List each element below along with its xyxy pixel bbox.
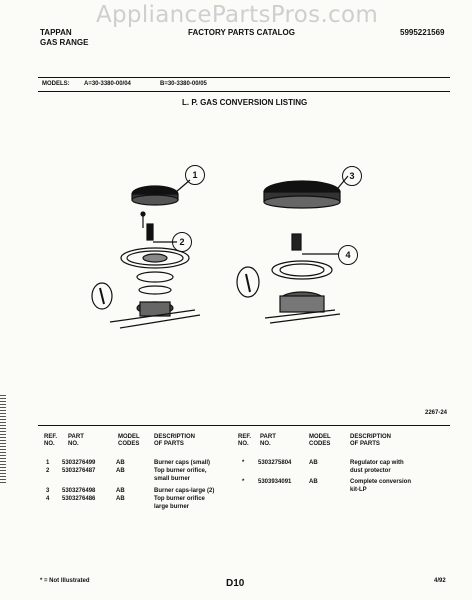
callout-2: 2	[172, 232, 192, 252]
row6-desc-line2: kit-LP	[350, 487, 367, 493]
callout-1: 1	[185, 165, 205, 185]
row3-part: 5303276498	[62, 488, 96, 494]
row3-code: AB	[116, 488, 125, 494]
row5-part: 5303275804	[258, 460, 292, 466]
hdr-desc-line2-right: OF PARTS	[350, 441, 380, 447]
row3-desc: Burner caps-large (2)	[154, 488, 215, 494]
header-rule-bottom	[38, 91, 450, 92]
row1-part: 5303276499	[62, 460, 96, 466]
footer-date: 4/92	[434, 578, 446, 584]
hdr-ref-line1: REF.	[44, 434, 58, 440]
hdr-desc-line2: OF PARTS	[154, 441, 184, 447]
catalog-number: 5995221569	[400, 28, 445, 37]
small-burner-assembly	[92, 180, 200, 328]
hdr-part-line1: PART	[68, 434, 84, 440]
row2-code: AB	[116, 468, 125, 474]
callout-4: 4	[338, 245, 358, 265]
row1-code: AB	[116, 460, 125, 466]
row4-code: AB	[116, 496, 125, 502]
row2-part: 5303276487	[62, 468, 96, 474]
row2-desc-line1: Top burner orifice,	[154, 468, 207, 474]
small-orifice-part	[147, 224, 153, 240]
row4-desc-line1: Top burner orifice	[154, 496, 205, 502]
row4-ref: 4	[46, 496, 50, 502]
row5-desc-line2: dust protector	[350, 468, 391, 474]
figure-number: 2267-24	[425, 410, 448, 416]
header-rule-top	[38, 77, 450, 78]
catalog-title: FACTORY PARTS CATALOG	[188, 28, 295, 37]
row2-ref: 2	[46, 468, 50, 474]
model-a: A=30-3380-00/04	[84, 81, 131, 87]
brand-line-1: TAPPAN	[40, 28, 72, 37]
scan-edge-artifact	[0, 395, 6, 485]
row1-ref: 1	[46, 460, 50, 466]
hdr-ref-line2-right: NO.	[238, 441, 249, 447]
row5-desc-line1: Regulator cap with	[350, 460, 404, 466]
footer-note: * = Not Illustrated	[40, 578, 90, 584]
hdr-part-line2-right: NO.	[260, 441, 271, 447]
hdr-part-line1-right: PART	[260, 434, 276, 440]
large-orifice-part	[292, 234, 301, 250]
row2-desc-line2: small burner	[154, 476, 191, 482]
hdr-model-line1: MODEL	[118, 434, 140, 440]
row3-ref: 3	[46, 488, 50, 494]
row1-desc: Burner caps (small)	[154, 460, 211, 466]
hdr-ref-line1-right: REF.	[238, 434, 252, 440]
brand-line-2: GAS RANGE	[40, 38, 89, 47]
hdr-model-line2: CODES	[118, 441, 140, 447]
callout-3: 3	[342, 166, 362, 186]
row6-code: AB	[309, 479, 318, 485]
table-rule-top	[38, 425, 450, 426]
row6-ref: *	[242, 479, 245, 485]
row4-part: 5303276486	[62, 496, 96, 502]
watermark-text: AppliancePartsPros.com	[96, 2, 379, 28]
row5-code: AB	[309, 460, 318, 466]
row4-desc-line2: large burner	[154, 504, 190, 510]
model-b: B=30-3380-00/05	[160, 81, 207, 87]
models-label: MODELS:	[42, 81, 70, 87]
row6-part: 5303934091	[258, 479, 292, 485]
exploded-parts-diagram	[80, 150, 380, 345]
hdr-model-line2-right: CODES	[309, 441, 331, 447]
hdr-desc-line1: DESCRIPTION	[154, 434, 196, 440]
row6-desc-line1: Complete conversion	[350, 479, 412, 485]
hdr-desc-line1-right: DESCRIPTION	[350, 434, 392, 440]
hdr-ref-line2: NO.	[44, 441, 55, 447]
listing-title: L. P. GAS CONVERSION LISTING	[182, 98, 308, 107]
hdr-model-line1-right: MODEL	[309, 434, 331, 440]
row5-ref: *	[242, 460, 245, 466]
page-number: D10	[226, 578, 245, 589]
large-burner-assembly	[237, 176, 348, 323]
hdr-part-line2: NO.	[68, 441, 79, 447]
